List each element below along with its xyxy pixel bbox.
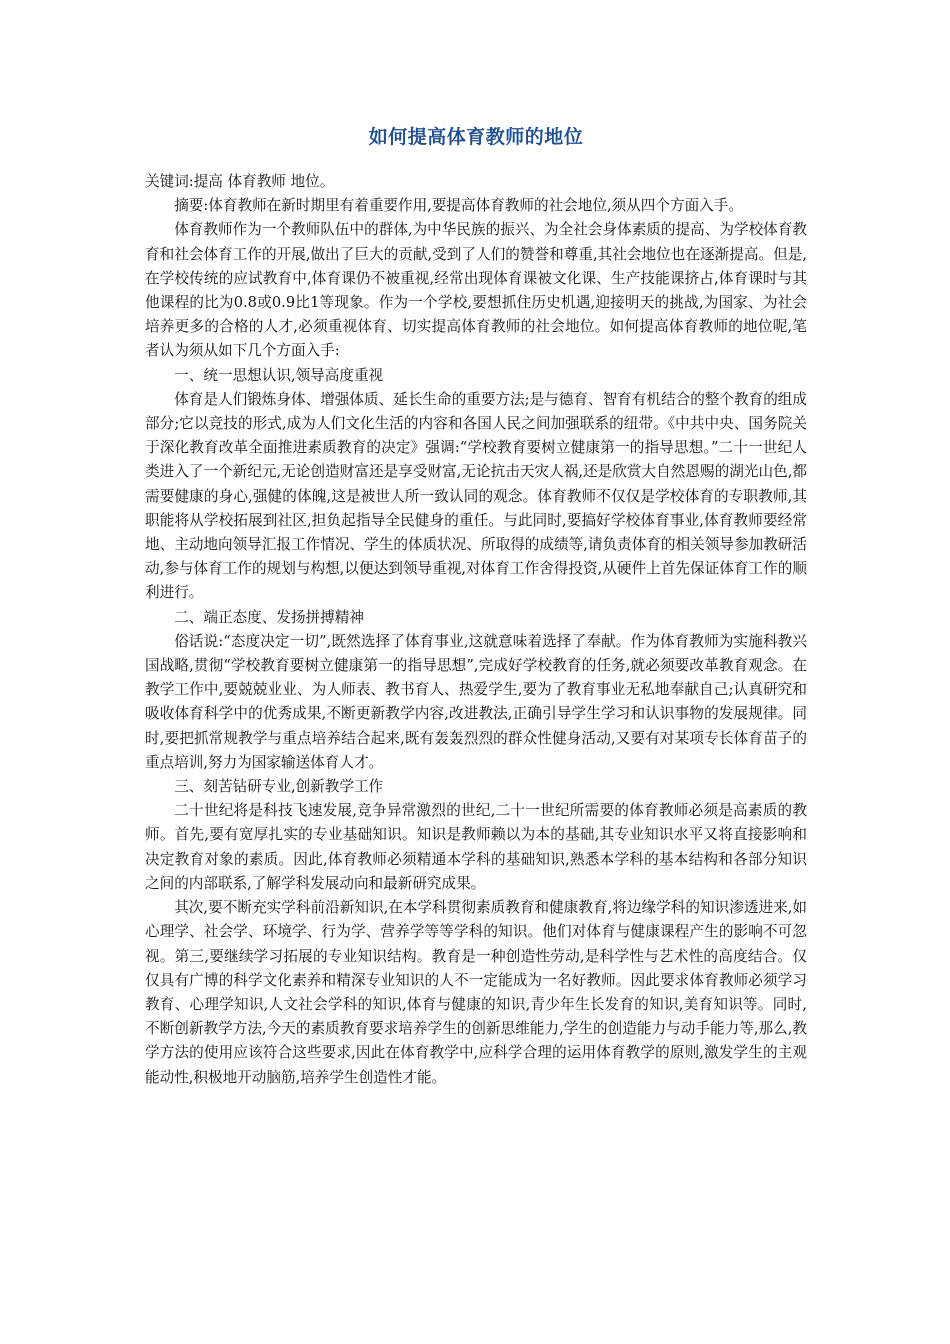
document-title: 如何提高体育教师的地位: [368, 126, 584, 148]
keywords-line: 关键词:提高 体育教师 地位。: [145, 173, 335, 190]
section-3-heading: 三、刻苦钻研专业,创新教学工作: [174, 778, 384, 796]
section-1-body: 体育是人们锻炼身体、增强体质、延长生命的重要方法;是与德育、智育有机结合的整个教育的组成部分;它以竞技的形式,成为人们文化生活的内容和各国人民之间加强联系的纽带。《中共中央、国务院关于深化教育改革全面推进素质教育的决定》强调:“学校教育要树立健康第一的指导思想。”二十一世纪人类进入了一个新纪元,无论创造财富还是享受财富,无论抗击天灾人祸,还是欣赏大自然恩赐的湖光山色,都需要健康的身心,强健的体魄,这是被世人所一致认同的观念。体育教师不仅仅是学校体育的专职教师,其职能将从学校拓展到社区,担负起指导全民健身的重任。与此同时,要搞好学校体育事业,体育教师要经常地、主动地向领导汇报工作情况、学生的体质状况、所取得的成绩等,请负责体育的相关领导参加教研活动,参与体育工作的规划与构想,以便达到领导重视,对体育工作舍得投资,从硬件上首先保证体育工作的顺利进行。: [145, 390, 807, 602]
abstract-paragraph: 摘要:体育教师在新时期里有着重要作用,要提高体育教师的社会地位,须从四个方面入手。: [174, 197, 743, 215]
section-3-body-1: 二十世纪将是科技飞速发展,竞争异常激烈的世纪,二十一世纪所需要的体育教师必须是高素质的教师。首先,要有宽厚扎实的专业基础知识。知识是教师赖以为本的基础,其专业知识水平又将直接影响和决定教育对象的素质。因此,体育教师必须精通本学科的基础知识,熟悉本学科的基本结构和各部分知识之间的内部联系,了解学科发展动向和最新研究成果。: [145, 802, 807, 892]
section-3-body-2: 其次,要不断充实学科前沿新知识,在本学科贯彻素质教育和健康教育,将边缘学科的知识渗透进来,如心理学、社会学、环境学、行为学、营养学等等学科的知识。他们对体育与健康课程产生的影响不可忽视。第三,要继续学习拓展的专业知识结构。教育是一种创造性劳动,是科学性与艺术性的高度结合。仅仅具有广博的科学文化素养和精深专业知识的人不一定能成为一名好教师。因此要求体育教师必须学习教育、心理学知识,人文社会学科的知识,体育与健康的知识,青少年生长发育的知识,美育知识等。同时,不断创新教学方法,今天的素质教育要求培养学生的创新思维能力,学生的创造能力与动手能力等,那么,教学方法的使用应该符合这些要求,因此在体育教学中,应科学合理的运用体育教学的原则,激发学生的主观能动性,积极地开动脑筋,培养学生创造性才能。: [145, 899, 807, 1086]
section-1-heading: 一、统一思想认识,领导高度重视: [174, 366, 384, 384]
section-2-heading: 二、端正态度、发扬拼搏精神: [174, 608, 364, 626]
section-2-body: 俗话说:“态度决定一切”,既然选择了体育事业,这就意味着选择了奉献。作为体育教师为实施科教兴国战略,贯彻“学校教育要树立健康第一的指导思想”,完成好学校教育的任务,就必须要改革教育观念。在教学工作中,要兢兢业业、为人师表、教书育人、热爱学生,要为了教育事业无私地奉献自己;认真研究和吸收体育科学中的优秀成果,不断更新教学内容,改进教法,正确引导学生学习和认识事物的发展规律。同时,要把抓常规教学与重点培养结合起来,既有轰轰烈烈的群众性健身活动,又要有对某项专长体育苗子的重点培训,努力为国家输送体育人才。: [145, 632, 807, 771]
intro-paragraph: 体育教师作为一个教师队伍中的群体,为中华民族的振兴、为全社会身体素质的提高、为学校体育教育和社会体育工作的开展,做出了巨大的贡献,受到了人们的赞誉和尊重,其社会地位也在逐渐提高。但是,在学校传统的应试教育中,体育课仍不被重视,经常出现体育课被文化课、生产技能课挤占,体育课时与其他课程的比为0.8或0.9比1等现象。作为一个学校,要想抓住历史机遇,迎接明天的挑战,为国家、为社会培养更多的合格的人才,必须重视体育、切实提高体育教师的社会地位。如何提高体育教师的地位呢,笔者认为须从如下几个方面入手:: [145, 221, 807, 360]
